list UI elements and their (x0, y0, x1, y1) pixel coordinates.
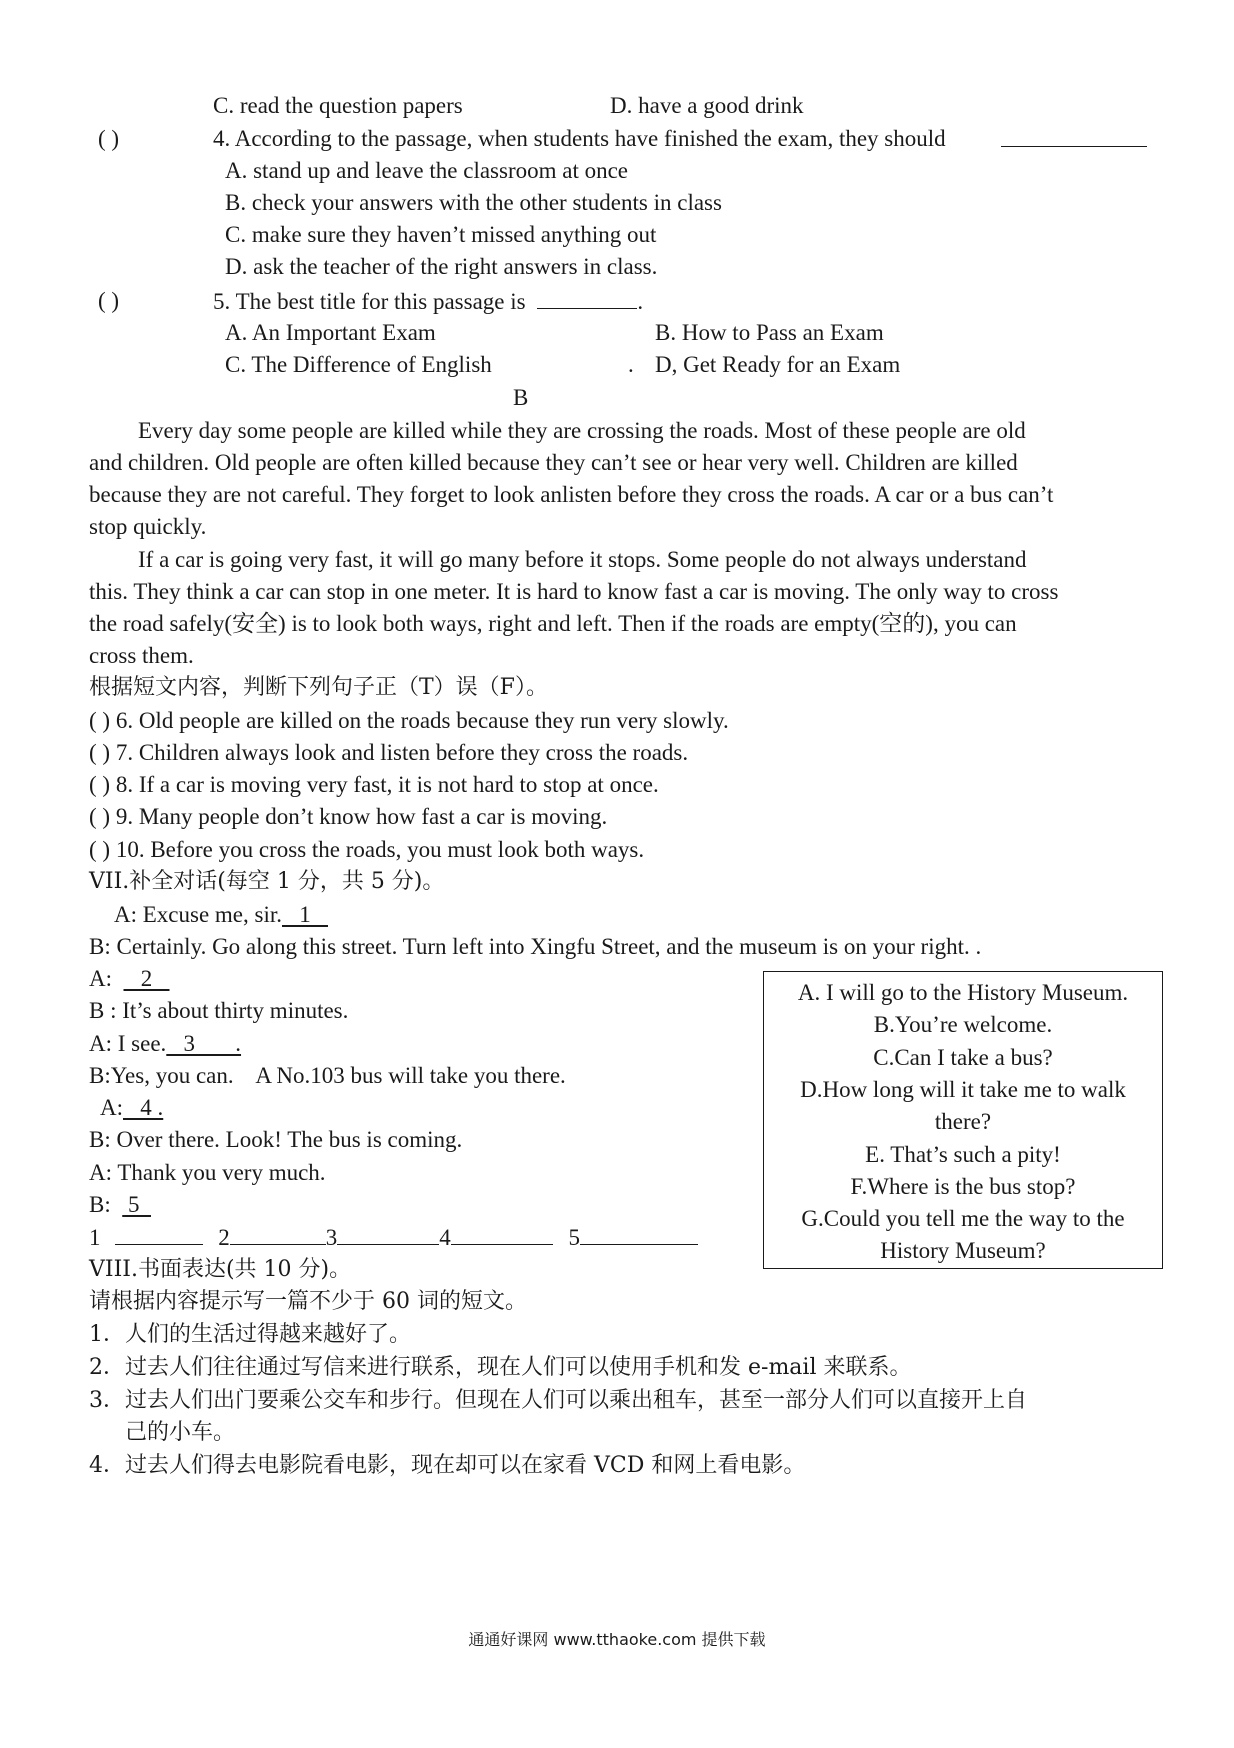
q4-answer-paren: ( ) (98, 126, 120, 151)
tf-item: ( ) 6. Old people are killed on the roads because they run very slowly. (89, 708, 729, 733)
writing-point: 4．过去人们得去电影院看电影，现在却可以在家看 VCD 和网上看电影。 (89, 1453, 806, 1478)
writing-point: 2．过去人们往往通过写信来进行联系，现在人们可以使用手机和发 e-mail 来联系。 (89, 1355, 912, 1380)
option-d: D.How long will it take me to walk (800, 1077, 1126, 1102)
option-e: E. That’s such a pity! (865, 1142, 1061, 1167)
answer-num-1: 1 (89, 1225, 101, 1250)
q5-option-c: C. The Difference of English (225, 352, 492, 377)
answer-num-3: 3 (325, 1225, 338, 1250)
dialogue-line-1 (114, 900, 328, 930)
dialogue-speaker-text: A: (100, 1095, 123, 1120)
dialogue-line-5 (89, 1029, 241, 1059)
q4-stem-text: 4. According to the passage, when students have finished the exam, they should (213, 126, 946, 151)
q4-stem (213, 124, 946, 154)
dialogue-speaker-text: A: (89, 966, 124, 991)
option-f: F.Where is the bus stop? (850, 1174, 1076, 1199)
answer-blank-5 (580, 1222, 698, 1245)
dialogue-line-2: B: Certainly. Go along this street. Turn left into Xingfu Street, and the museum is on your right. . (89, 934, 982, 959)
dialogue-blank-2: 2 (123, 966, 170, 991)
writing-point: 3．过去人们出门要乘公交车和步行。但现在人们可以乘出租车，甚至一部分人们可以直接开上自 (89, 1388, 1028, 1413)
dialogue-speaker-text: A: Excuse me, sir. (114, 902, 282, 927)
answer-blank-4 (451, 1222, 553, 1245)
page-footer: 通通好课网 www.tthaoke.com 提供下载 (468, 1630, 766, 1649)
passage-line: and children. Old people are often killed because they can’t see or hear very well. Children are killed (89, 450, 1018, 475)
section-b-heading: B (513, 385, 529, 410)
q5-stem-end: . (637, 289, 644, 314)
writing-point: 1．人们的生活过得越来越好了。 (89, 1322, 411, 1347)
section-viii-heading: VIII.书面表达(共 10 分)。 (89, 1257, 352, 1282)
tf-item: ( ) 9. Many people don’t know how fast a car is moving. (89, 804, 608, 829)
answer-row (89, 1222, 698, 1252)
q4-option-b: B. check your answers with the other students in class (225, 190, 722, 215)
answer-num-5: 5 (568, 1225, 580, 1250)
dialogue-line-8: B: Over there. Look! The bus is coming. (89, 1127, 463, 1152)
passage-line: this. They think a car can stop in one meter. It is hard to know fast a car is moving. The only way to cross (89, 579, 1059, 604)
q5-stem-blank (537, 286, 637, 309)
q3-option-c: C. read the question papers (213, 93, 463, 118)
q4-option-a: A. stand up and leave the classroom at once (225, 158, 629, 183)
q5-option-d: D, Get Ready for an Exam (655, 352, 901, 377)
q5-option-b: B. How to Pass an Exam (655, 320, 884, 345)
q5-option-a: A. An Important Exam (225, 320, 436, 345)
passage-line: If a car is going very fast, it will go many before it stops. Some people do not always understand (138, 547, 1027, 572)
dialogue-blank-4: 4 . (123, 1095, 164, 1120)
q5-stem-text: 5. The best title for this passage is (213, 289, 526, 314)
q3-option-d: D. have a good drink (610, 93, 804, 118)
q5-dot: . (628, 352, 634, 377)
option-d-continued: there? (934, 1109, 992, 1134)
q5-answer-paren: ( ) (98, 288, 120, 313)
dialogue-line-7 (100, 1093, 163, 1123)
dialogue-line-9: A: Thank you very much. (89, 1160, 326, 1185)
answer-num-4: 4 (439, 1225, 451, 1250)
answer-blank-2 (230, 1222, 326, 1245)
dialogue-speaker-text: B: (89, 1192, 123, 1217)
passage-line: because they are not careful. They forget to look anlisten before they cross the roads. A car or a bus can’t (89, 482, 1054, 507)
passage-line: the road safely(安全) is to look both ways, right and left. Then if the roads are empty(空的), you can (89, 611, 1017, 636)
writing-point-continued: 己的小车。 (125, 1420, 236, 1445)
q4-option-d: D. ask the teacher of the right answers in class. (225, 254, 658, 279)
writing-instruction: 请根据内容提示写一篇不少于 60 词的短文。 (89, 1289, 527, 1314)
tf-instruction: 根据短文内容，判断下列句子正（T）误（F）。 (89, 675, 548, 700)
dialogue-line-3 (89, 964, 170, 994)
tf-item: ( ) 8. If a car is moving very fast, it is not hard to stop at once. (89, 772, 659, 797)
q5-stem (213, 286, 643, 316)
passage-line: cross them. (89, 643, 194, 668)
options-box (763, 971, 1163, 1269)
q4-stem-blank (1001, 124, 1147, 154)
dialogue-line-6: B:Yes, you can. A No.103 bus will take you there. (89, 1063, 566, 1088)
q4-option-c: C. make sure they haven’t missed anything out (225, 222, 657, 247)
dialogue-line-4: B : It’s about thirty minutes. (89, 998, 349, 1023)
section-vii-heading: VII.补全对话(每空 1 分，共 5 分)。 (89, 869, 445, 894)
option-b: B.You’re welcome. (873, 1012, 1053, 1037)
tf-item: ( ) 7. Children always look and listen before they cross the roads. (89, 740, 689, 765)
option-a: A. I will go to the History Museum. (797, 980, 1129, 1005)
tf-item: ( ) 10. Before you cross the roads, you must look both ways. (89, 837, 645, 862)
dialogue-line-10 (89, 1190, 151, 1220)
dialogue-blank-5: 5 (122, 1192, 151, 1217)
passage-line: stop quickly. (89, 514, 207, 539)
dialogue-blank-1: 1 (282, 902, 328, 927)
passage-line: Every day some people are killed while they are crossing the roads. Most of these people are old (138, 418, 1026, 443)
option-g: G.Could you tell me the way to the (801, 1206, 1125, 1231)
dialogue-speaker-text: A: I see. (89, 1031, 167, 1056)
option-g-continued: History Museum? (880, 1238, 1046, 1263)
option-c: C.Can I take a bus? (873, 1045, 1053, 1070)
answer-blank-1 (115, 1222, 203, 1245)
answer-num-2: 2 (218, 1225, 230, 1250)
dialogue-blank-3: 3 . (166, 1031, 242, 1056)
answer-blank-3 (337, 1222, 439, 1245)
